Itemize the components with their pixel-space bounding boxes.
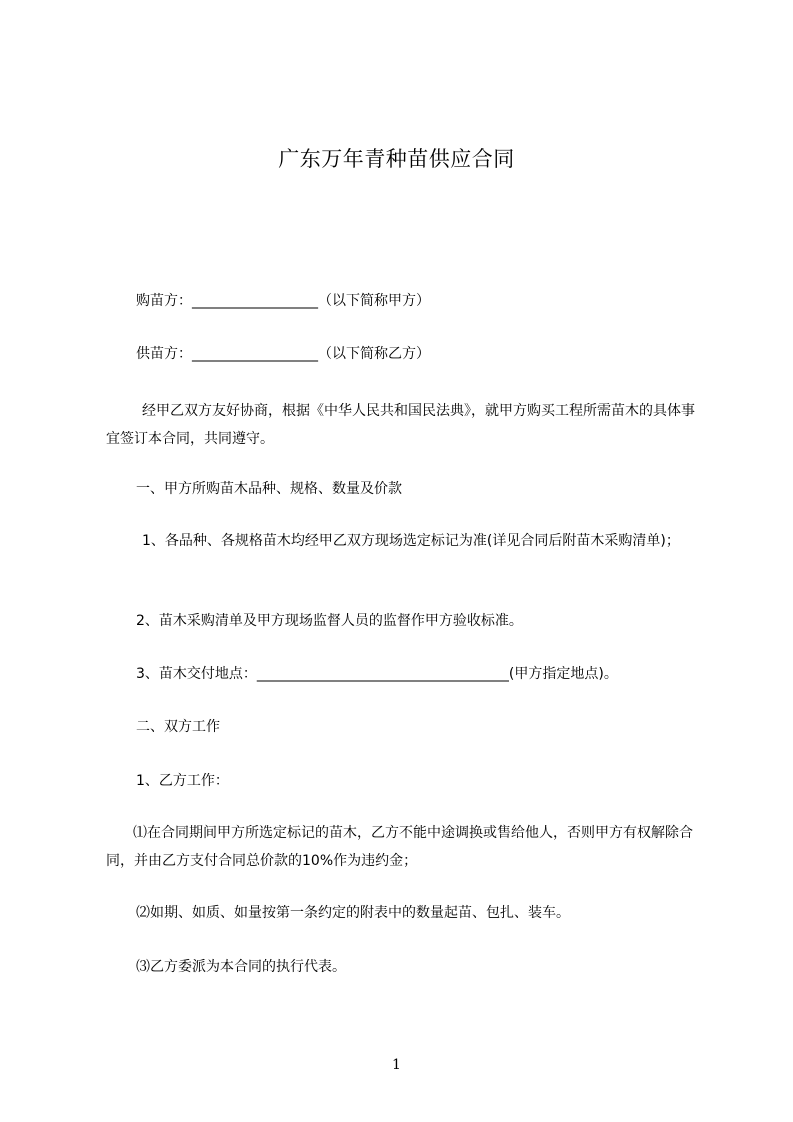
- section1-item1-text: 1、各品种、各规格苗木均经甲乙双方现场选定标记为准(详见合同后附苗木采购清单)；: [142, 533, 680, 549]
- page-number: 1: [392, 1057, 401, 1073]
- section2-sub3: ⑶乙方委派为本合同的执行代表。: [136, 959, 346, 975]
- section1-item2: 2、苗木采购清单及甲方现场监督人员的监督作甲方验收标准。: [136, 613, 523, 629]
- section2-item1: 1、乙方工作：: [136, 773, 229, 789]
- section2-heading: 二、双方工作: [136, 719, 220, 735]
- section1-item1: [106, 527, 706, 555]
- supplier-line: 供苗方：__________________（以下简称乙方）: [136, 346, 430, 362]
- section1-heading: 一、甲方所购苗木品种、规格、数量及价款: [136, 481, 402, 497]
- section2-sub1: [106, 819, 706, 875]
- document-title: 广东万年青种苗供应合同: [278, 147, 515, 171]
- section2-sub1-text: ⑴在合同期间甲方所选定标记的苗木，乙方不能中途调换或售给他人，否则甲方有权解除合同，并由乙方支付合同总价款的10%作为违约金；: [106, 825, 693, 869]
- intro-text: 经甲乙双方友好协商，根据《中华人民共和国民法典》，就甲方购买工程所需苗木的具体事宜签订本合同，共同遵守。: [106, 403, 695, 447]
- intro-paragraph: [106, 397, 706, 453]
- section2-sub2: ⑵如期、如质、如量按第一条约定的附表中的数量起苗、包扎、装车。: [136, 905, 570, 921]
- buyer-line: 购苗方：__________________（以下简称甲方）: [136, 293, 430, 309]
- section1-item3: 3、苗木交付地点：____________________________________(甲方指定地点)。: [136, 666, 618, 682]
